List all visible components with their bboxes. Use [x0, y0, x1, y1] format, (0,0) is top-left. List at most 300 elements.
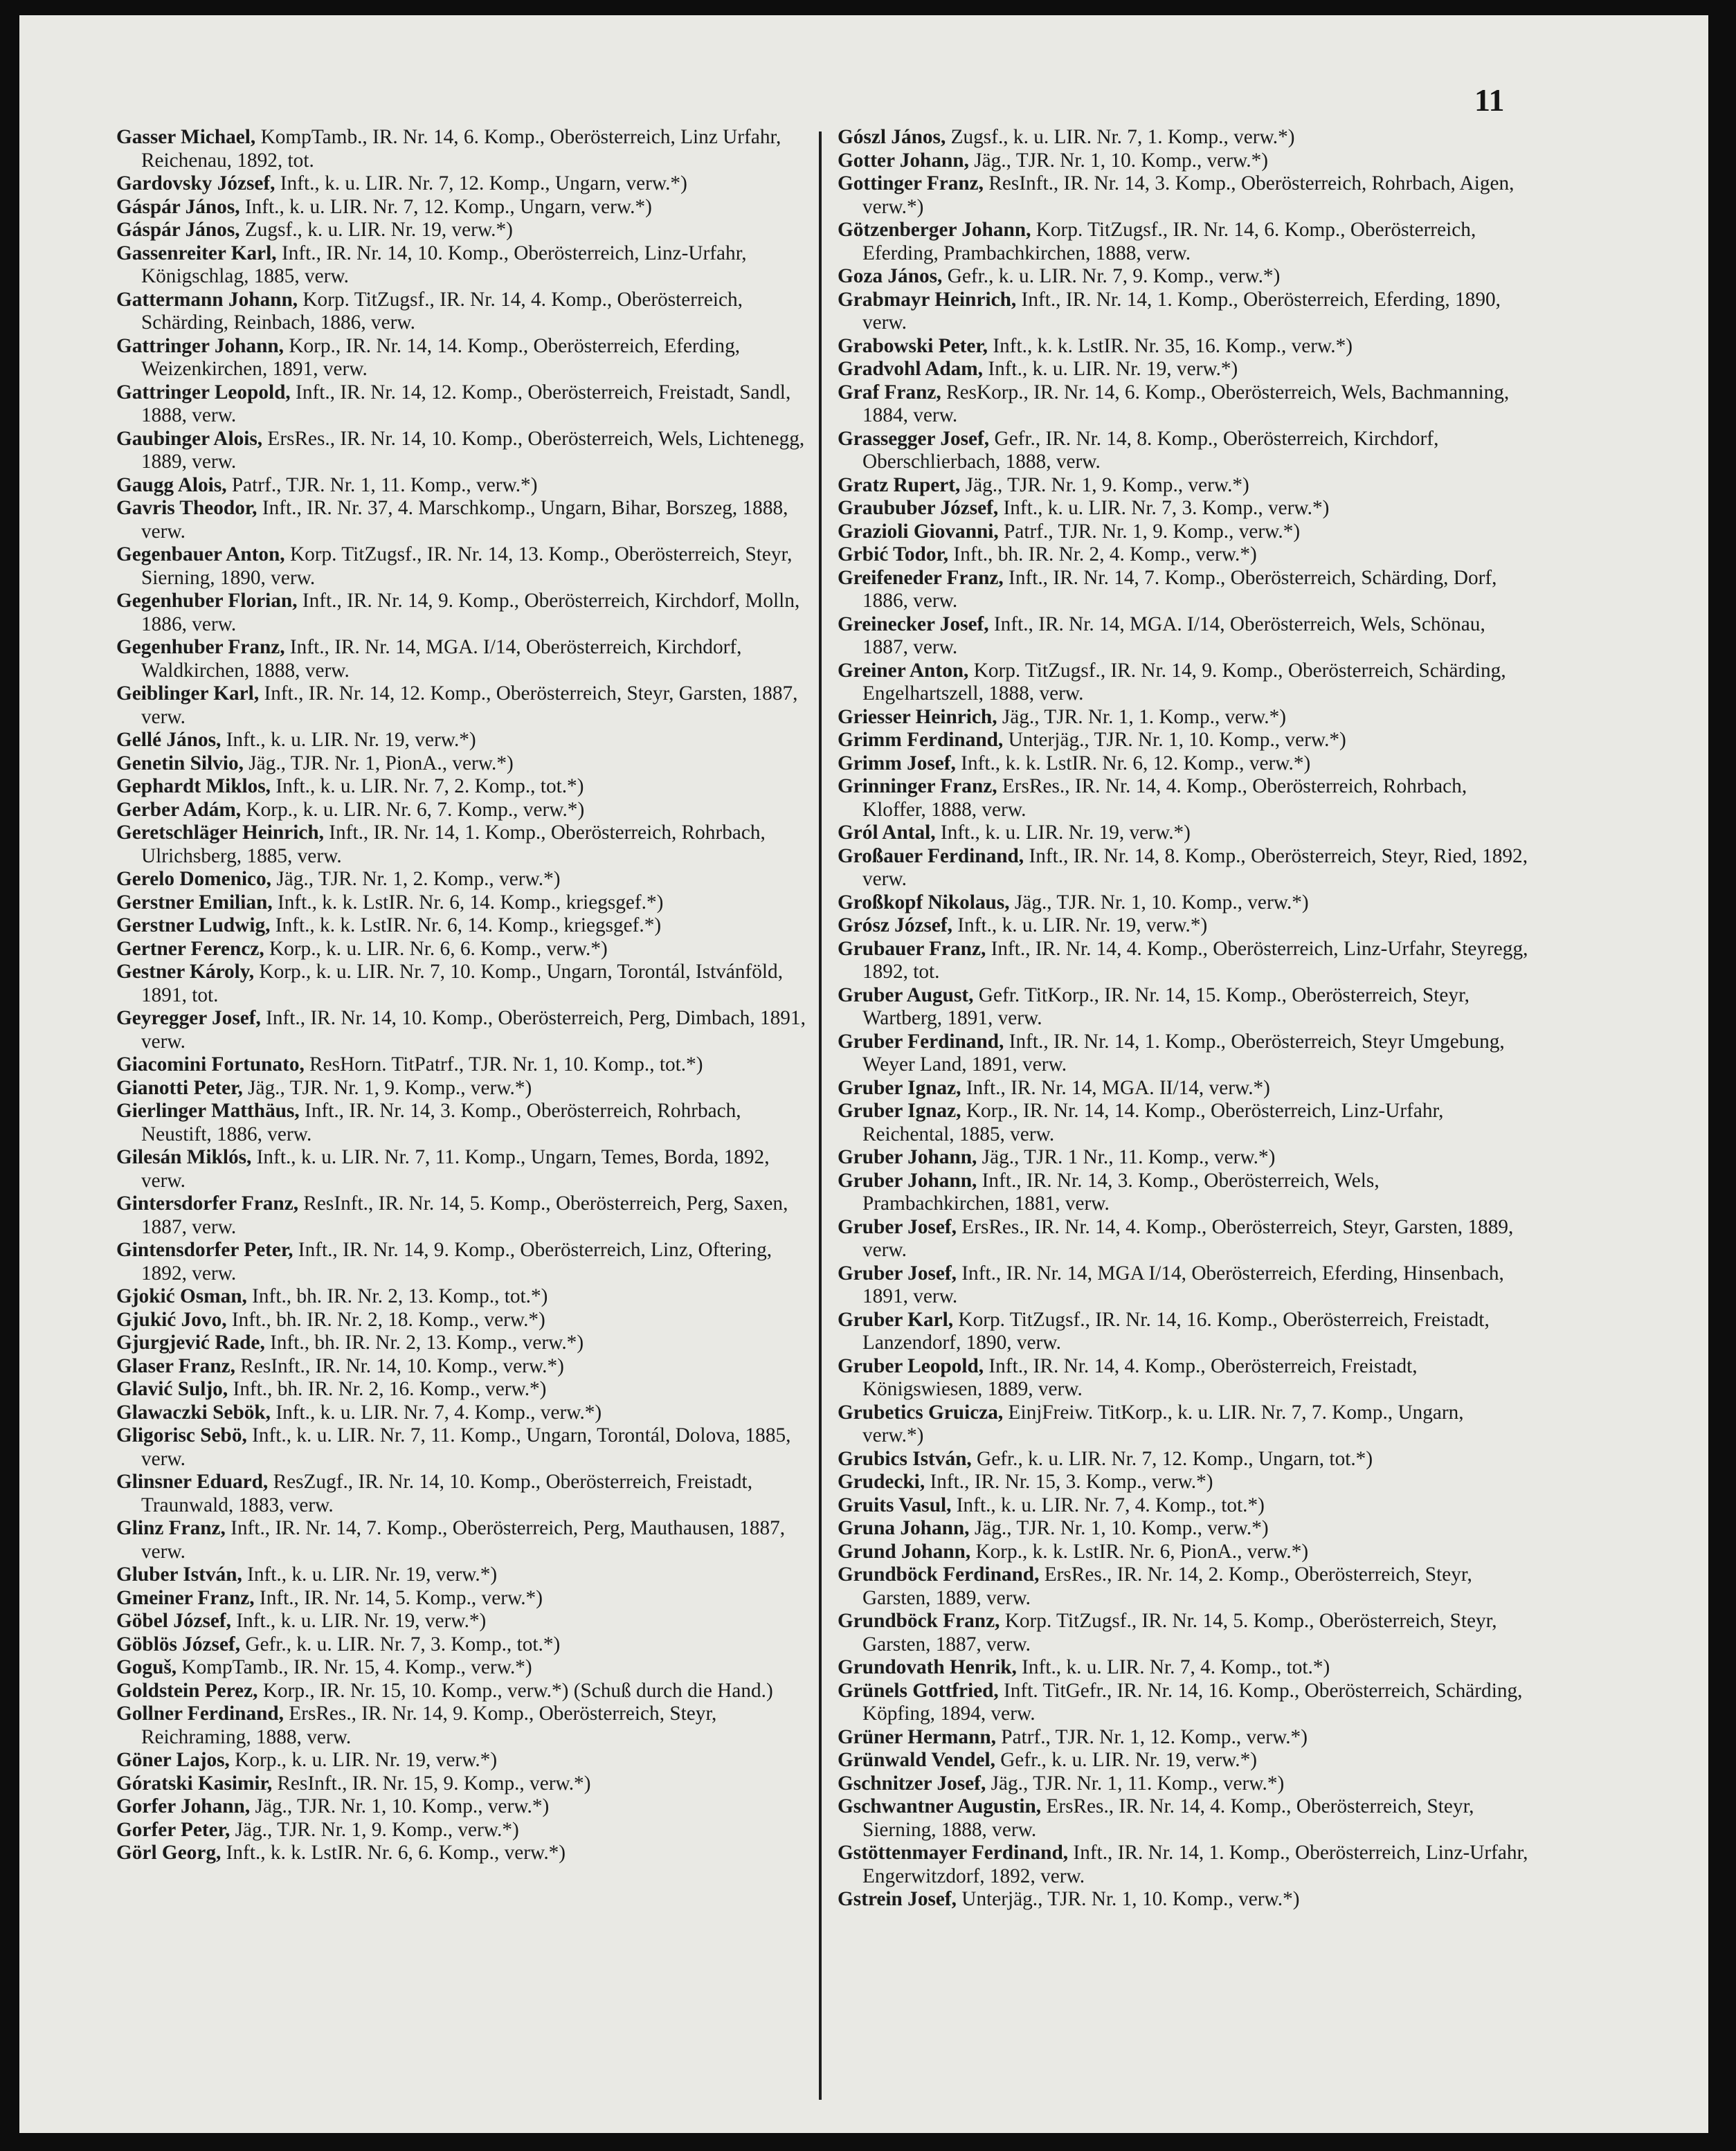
entry-details: Jäg., TJR. Nr. 1, PionA., verw.*) — [243, 752, 514, 774]
entry-name: Greiner Anton, — [838, 659, 969, 682]
list-entry — [838, 1772, 1530, 1796]
entry-details: Korp. TitZugsf., IR. Nr. 14, 13. Komp., Oberösterreich, Steyr, Sierning, 1890, verw. — [141, 543, 793, 589]
entry-name: Genetin Silvio, — [116, 752, 244, 774]
entry-details: Inft., k. u. LIR. Nr. 19, verw.*) — [230, 1610, 487, 1632]
entry-name: Grund Johann, — [838, 1540, 971, 1563]
entry-details: Patrf., TJR. Nr. 1, 12. Komp., verw.*) — [995, 1725, 1308, 1748]
list-entry — [838, 126, 1530, 149]
entry-details: Jäg., TJR. Nr. 1, 10. Komp., verw.*) — [968, 149, 1269, 172]
entry-details: Korp., k. u. LIR. Nr. 6, 7. Komp., verw.*) — [241, 798, 585, 821]
entry-name: Glinz Franz, — [116, 1517, 226, 1539]
entry-details: Inft., IR. Nr. 14, 9. Komp., Oberösterreich, Kirchdorf, Molln, 1886, verw. — [141, 590, 800, 635]
entry-name: Gianotti Peter, — [116, 1076, 243, 1099]
entry-name: Gruber Leopold, — [838, 1354, 984, 1377]
entry-name: Gerstner Ludwig, — [116, 914, 271, 936]
list-entry — [116, 242, 808, 289]
list-entry — [838, 1517, 1530, 1541]
entry-details: Jäg., TJR. 1 Nr., 11. Komp., verw.*) — [977, 1146, 1276, 1168]
list-entry — [116, 868, 808, 891]
list-entry — [838, 1262, 1530, 1309]
entry-name: Gjurgjević Rade, — [116, 1332, 265, 1354]
entry-name: Görl Georg, — [116, 1842, 221, 1864]
entry-name: Grabowski Peter, — [838, 334, 988, 357]
list-entry — [838, 1656, 1530, 1680]
entry-details: ResInft., IR. Nr. 14, 5. Komp., Oberösterreich, Perg, Saxen, 1887, verw. — [141, 1192, 788, 1238]
list-entry — [838, 1842, 1530, 1888]
list-entry — [838, 1355, 1530, 1401]
list-entry — [838, 497, 1530, 520]
entry-details: Korp. TitZugsf., IR. Nr. 14, 6. Komp., Oberösterreich, Eferding, Prambachkirchen, 1888, verw. — [862, 219, 1476, 264]
list-entry — [838, 845, 1530, 891]
list-entry — [116, 1146, 808, 1192]
list-entry — [838, 1216, 1530, 1262]
entry-details: Inft., k. u. LIR. Nr. 19, verw.*) — [935, 822, 1191, 844]
entry-name: Griesser Heinrich, — [838, 705, 997, 728]
list-entry — [116, 1378, 808, 1401]
list-entry — [116, 1587, 808, 1610]
entry-name: Grünwald Vendel, — [838, 1749, 995, 1771]
entry-details: Korp. TitZugsf., IR. Nr. 14, 5. Komp., Oberösterreich, Steyr, Garsten, 1887, verw. — [862, 1610, 1497, 1655]
entry-name: Gestner Károly, — [116, 961, 255, 983]
entry-name: Gaubinger Alois, — [116, 427, 263, 450]
entry-details: Korp., k. u. LIR. Nr. 6, 6. Komp., verw.*) — [264, 937, 608, 960]
list-entry — [116, 1795, 808, 1819]
entry-details: Inft., k. u. LIR. Nr. 7, 2. Komp., tot.*) — [271, 775, 584, 797]
entry-details: Inft., k. u. LIR. Nr. 7, 12. Komp., Ungarn, verw.*) — [275, 172, 687, 194]
entry-name: Gilesán Miklós, — [116, 1146, 252, 1168]
entry-name: Gruber Ferdinand, — [838, 1030, 1004, 1053]
entry-details: Patrf., TJR. Nr. 1, 9. Komp., verw.*) — [998, 520, 1301, 543]
list-entry — [838, 613, 1530, 660]
entry-details: KompTamb., IR. Nr. 14, 6. Komp., Oberösterreich, Linz Urfahr, Reichenau, 1892, tot. — [141, 126, 781, 172]
list-entry — [838, 1077, 1530, 1100]
list-entry — [838, 1610, 1530, 1656]
list-entry — [116, 636, 808, 682]
entry-details: Inft., k. u. LIR. Nr. 7, 4. Komp., tot.*) — [1016, 1656, 1330, 1678]
entry-details: Jäg., TJR. Nr. 1, 11. Komp., verw.*) — [986, 1772, 1285, 1795]
entry-details: Gefr., k. u. LIR. Nr. 7, 9. Komp., verw.*) — [942, 265, 1281, 287]
left-column — [116, 126, 808, 1865]
list-entry — [838, 822, 1530, 845]
list-entry — [116, 682, 808, 729]
entry-details: Inft., k. k. LstIR. Nr. 35, 16. Komp., verw.*) — [988, 334, 1353, 357]
right-column — [838, 126, 1530, 1912]
list-entry — [838, 706, 1530, 729]
entry-name: Gattringer Leopold, — [116, 381, 291, 403]
entry-details: Inft., IR. Nr. 14, 10. Komp., Oberösterreich, Linz-Urfahr, Königschlag, 1885, verw. — [141, 242, 747, 287]
entry-name: Gerstner Emilian, — [116, 891, 273, 914]
entry-details: Inft., bh. IR. Nr. 2, 4. Komp., verw.*) — [948, 543, 1257, 565]
entry-name: Glinsner Eduard, — [116, 1471, 269, 1493]
entry-name: Grósz József, — [838, 914, 952, 936]
entry-details: Inft., IR. Nr. 14, 1. Komp., Oberösterreich, Steyr Umgebung, Weyer Land, 1891, verw. — [862, 1030, 1505, 1076]
entry-details: Inft., k. k. LstIR. Nr. 6, 12. Komp., verw.*) — [955, 752, 1311, 774]
list-entry — [838, 543, 1530, 567]
list-entry — [116, 1819, 808, 1842]
entry-name: Goza János, — [838, 265, 943, 287]
entry-name: Glawaczki Sebök, — [116, 1401, 271, 1424]
entry-name: Gószl János, — [838, 126, 946, 148]
list-entry — [116, 1749, 808, 1772]
entry-details: Jäg., TJR. Nr. 1, 1. Komp., verw.*) — [997, 705, 1286, 728]
entry-name: Gruber August, — [838, 983, 974, 1006]
entry-details: Gefr., IR. Nr. 14, 8. Komp., Oberösterreich, Kirchdorf, Oberschlierbach, 1888, verw. — [862, 427, 1439, 473]
entry-details: Jäg., TJR. Nr. 1, 10. Komp., verw.*) — [969, 1517, 1269, 1539]
entry-details: Zugsf., k. u. LIR. Nr. 7, 1. Komp., verw.*) — [946, 126, 1295, 148]
entry-details: Inft., IR. Nr. 14, 3. Komp., Oberösterreich, Wels, Prambachkirchen, 1881, verw. — [862, 1169, 1380, 1215]
entry-details: Zugsf., k. u. LIR. Nr. 19, verw.*) — [239, 219, 513, 241]
entry-name: Gotter Johann, — [838, 149, 969, 172]
entry-details: Korp., k. k. LstIR. Nr. 6, PionA., verw.*) — [970, 1540, 1309, 1563]
list-entry — [116, 775, 808, 799]
entry-name: Gorfer Peter, — [116, 1818, 230, 1841]
entry-details: Inft., k. k. LstIR. Nr. 6, 14. Komp., kriegsgef.*) — [270, 914, 662, 936]
entry-name: Gruits Vasul, — [838, 1494, 952, 1516]
list-entry — [116, 752, 808, 776]
entry-name: Gattringer Johann, — [116, 334, 284, 357]
list-entry — [838, 775, 1530, 822]
entry-details: Korp., k. u. LIR. Nr. 19, verw.*) — [229, 1749, 498, 1771]
list-entry — [116, 1285, 808, 1309]
entry-details: Inft., k. u. LIR. Nr. 7, 3. Komp., verw.*) — [998, 497, 1330, 519]
entry-name: Gegenhuber Franz, — [116, 636, 285, 658]
entry-details: Korp., IR. Nr. 14, 14. Komp., Oberösterreich, Linz-Urfahr, Reichental, 1885, verw. — [862, 1100, 1444, 1145]
list-entry — [116, 1401, 808, 1425]
entry-name: Gruber Josef, — [838, 1262, 957, 1285]
entry-name: Gstöttenmayer Ferdinand, — [838, 1842, 1069, 1864]
entry-details: EinjFreiw. TitKorp., k. u. LIR. Nr. 7, 7. Komp., Ungarn, verw.*) — [862, 1401, 1464, 1446]
list-entry — [116, 1309, 808, 1332]
entry-name: Göblös József, — [116, 1633, 241, 1655]
entry-details: Inft., k. u. LIR. Nr. 7, 4. Komp., verw.*) — [271, 1401, 602, 1424]
entry-name: Gjokić Osman, — [116, 1285, 247, 1307]
entry-name: Gruber Karl, — [838, 1308, 954, 1331]
entry-name: Großkopf Nikolaus, — [838, 891, 1010, 914]
entry-details: ResInft., IR. Nr. 14, 10. Komp., verw.*) — [235, 1354, 564, 1377]
entry-details: Jäg., TJR. Nr. 1, 9. Komp., verw.*) — [960, 473, 1249, 496]
list-entry — [838, 938, 1530, 984]
list-entry — [116, 1053, 808, 1077]
entry-details: Inft., k. u. LIR. Nr. 7, 11. Komp., Ungarn, Torontál, Dolova, 1885, verw. — [141, 1424, 791, 1470]
list-entry — [838, 1888, 1530, 1912]
entry-details: Korp., IR. Nr. 15, 10. Komp., verw.*) (Schuß durch die Hand.) — [257, 1679, 773, 1702]
entry-details: Inft., k. u. LIR. Nr. 19, verw.*) — [952, 914, 1208, 936]
list-entry — [116, 1680, 808, 1703]
entry-name: Gephardt Miklos, — [116, 775, 271, 797]
entry-details: ErsRes., IR. Nr. 14, 9. Komp., Oberösterreich, Steyr, Reichraming, 1888, verw. — [141, 1703, 717, 1748]
entry-details: Korp., IR. Nr. 14, 14. Komp., Oberösterreich, Eferding, Weizenkirchen, 1891, verw. — [141, 334, 741, 380]
entry-details: ErsRes., IR. Nr. 14, 2. Komp., Oberösterreich, Steyr, Garsten, 1889, verw. — [862, 1563, 1472, 1609]
entry-name: Gjukić Jovo, — [116, 1308, 227, 1331]
entry-name: Grimm Josef, — [838, 752, 956, 774]
entry-name: Gschwantner Augustin, — [838, 1795, 1042, 1817]
entry-name: Greinecker Josef, — [838, 612, 989, 635]
entry-name: Gierlinger Matthäus, — [116, 1100, 300, 1122]
list-entry — [838, 567, 1530, 613]
list-entry — [116, 1842, 808, 1865]
page-number: 11 — [1474, 82, 1505, 118]
list-entry — [838, 752, 1530, 776]
entry-details: ResInft., IR. Nr. 15, 9. Komp., verw.*) — [272, 1772, 591, 1795]
list-entry — [116, 914, 808, 938]
list-entry — [116, 822, 808, 868]
list-entry — [838, 428, 1530, 474]
list-entry — [116, 1100, 808, 1146]
entry-details: Unterjäg., TJR. Nr. 1, 10. Komp., verw.*) — [956, 1888, 1300, 1910]
entry-name: Grabmayr Heinrich, — [838, 288, 1017, 311]
entry-details: ErsRes., IR. Nr. 14, 4. Komp., Oberösterreich, Rohrbach, Kloffer, 1888, verw. — [862, 775, 1467, 821]
list-entry — [116, 219, 808, 242]
list-entry — [116, 126, 808, 172]
entry-name: Grassegger Josef, — [838, 427, 990, 450]
entry-details: Inft., IR. Nr. 14, 3. Komp., Oberösterreich, Rohrbach, Neustift, 1886, verw. — [141, 1100, 741, 1145]
entry-name: Grubauer Franz, — [838, 937, 986, 960]
list-entry — [116, 1192, 808, 1239]
entry-details: Inft., IR. Nr. 14, MGA. II/14, verw.*) — [961, 1076, 1270, 1099]
entry-details: Inft., k. k. LstIR. Nr. 6, 6. Komp., verw.*) — [221, 1842, 566, 1864]
entry-details: Inft., IR. Nr. 14, 1. Komp., Oberösterreich, Rohrbach, Ulrichsberg, 1885, verw. — [141, 822, 766, 867]
entry-name: Glaser Franz, — [116, 1354, 235, 1377]
list-entry — [116, 1007, 808, 1053]
entry-details: Inft., k. u. LIR. Nr. 19, verw.*) — [242, 1563, 498, 1586]
entry-details: Gefr., k. u. LIR. Nr. 7, 12. Komp., Ungarn, tot.*) — [971, 1447, 1373, 1470]
list-entry — [838, 1563, 1530, 1610]
list-entry — [838, 1170, 1530, 1216]
entry-name: Gottinger Franz, — [838, 172, 984, 194]
entry-details: Jäg., TJR. Nr. 1, 2. Komp., verw.*) — [271, 868, 561, 890]
entry-name: Gruber Johann, — [838, 1146, 977, 1168]
list-entry — [838, 1309, 1530, 1355]
list-entry — [838, 381, 1530, 428]
list-entry — [838, 265, 1530, 289]
entry-details: Inft., IR. Nr. 14, 1. Komp., Oberösterreich, Eferding, 1890, verw. — [862, 288, 1501, 334]
entry-name: Gerber Adám, — [116, 798, 242, 821]
list-entry — [116, 335, 808, 381]
entry-details: Inft., IR. Nr. 14, 12. Komp., Oberösterreich, Steyr, Garsten, 1887, verw. — [141, 682, 798, 728]
entry-details: Inft. TitGefr., IR. Nr. 14, 16. Komp., Oberösterreich, Schärding, Köpfing, 1894, verw. — [862, 1679, 1523, 1725]
list-entry — [116, 1355, 808, 1379]
entry-details: Korp. TitZugsf., IR. Nr. 14, 4. Komp., Oberösterreich, Schärding, Reinbach, 1886, verw. — [141, 288, 743, 334]
list-entry — [838, 1494, 1530, 1518]
list-entry — [116, 1471, 808, 1517]
entry-details: Inft., k. u. LIR. Nr. 19, verw.*) — [983, 358, 1238, 380]
entry-details: Jäg., TJR. Nr. 1, 9. Komp., verw.*) — [230, 1818, 519, 1841]
entry-name: Góratski Kasimir, — [116, 1772, 273, 1795]
entry-name: Göner Lajos, — [116, 1749, 230, 1771]
list-entry — [838, 289, 1530, 335]
entry-details: Inft., IR. Nr. 14, MGA. I/14, Oberösterreich, Wels, Schönau, 1887, verw. — [862, 612, 1485, 658]
entry-details: Inft., IR. Nr. 14, 7. Komp., Oberösterreich, Perg, Mauthausen, 1887, verw. — [141, 1517, 786, 1563]
entry-name: Gerelo Domenico, — [116, 868, 272, 890]
list-entry — [838, 520, 1530, 544]
list-entry — [838, 1471, 1530, 1494]
entry-details: Inft., k. u. LIR. Nr. 7, 11. Komp., Ungarn, Temes, Borda, 1892, verw. — [141, 1146, 770, 1192]
list-entry — [116, 474, 808, 498]
scanned-page — [19, 15, 1708, 2133]
list-entry — [116, 1239, 808, 1285]
entry-details: Inft., IR. Nr. 14, 10. Komp., Oberösterreich, Perg, Dimbach, 1891, verw. — [141, 1007, 806, 1053]
entry-name: Gáspár János, — [116, 219, 240, 241]
list-entry — [838, 474, 1530, 498]
entry-name: Gstrein Josef, — [838, 1888, 957, 1910]
entry-details: Inft., k. k. LstIR. Nr. 6, 14. Komp., kriegsgef.*) — [272, 891, 664, 914]
entry-details: Inft., IR. Nr. 14, 5. Komp., verw.*) — [254, 1586, 543, 1609]
entry-name: Gassenreiter Karl, — [116, 242, 277, 264]
entry-name: Grudecki, — [838, 1471, 925, 1493]
entry-name: Grundböck Franz, — [838, 1610, 1000, 1632]
list-entry — [838, 1541, 1530, 1564]
entry-name: Gasser Michael, — [116, 126, 256, 148]
list-entry — [838, 660, 1530, 706]
entry-name: Gruber Ignaz, — [838, 1100, 961, 1122]
list-entry — [838, 1726, 1530, 1750]
list-entry — [116, 961, 808, 1007]
entry-name: Gratz Rupert, — [838, 473, 961, 496]
entry-details: Inft., IR. Nr. 14, 7. Komp., Oberösterreich, Schärding, Dorf, 1886, verw. — [862, 566, 1497, 612]
entry-name: Graububer József, — [838, 497, 999, 519]
entry-details: Inft., IR. Nr. 14, 4. Komp., Oberösterreich, Linz-Urfahr, Steyregg, 1892, tot. — [862, 937, 1528, 983]
entry-name: Gardovsky József, — [116, 172, 275, 194]
list-entry — [838, 891, 1530, 915]
entry-name: Gruna Johann, — [838, 1517, 970, 1539]
entry-name: Gollner Ferdinand, — [116, 1703, 284, 1725]
list-entry — [838, 219, 1530, 265]
list-entry — [838, 1031, 1530, 1077]
list-entry — [116, 1563, 808, 1587]
entry-name: Greifeneder Franz, — [838, 566, 1004, 589]
entry-name: Gruber Johann, — [838, 1169, 977, 1192]
entry-details: KompTamb., IR. Nr. 15, 4. Komp., verw.*) — [177, 1656, 532, 1678]
entry-details: Inft., IR. Nr. 14, 12. Komp., Oberösterreich, Freistadt, Sandl, 1888, verw. — [141, 381, 791, 426]
list-entry — [116, 497, 808, 543]
list-entry — [838, 1146, 1530, 1170]
list-entry — [116, 1610, 808, 1633]
entry-details: Inft., IR. Nr. 14, MGA I/14, Oberösterreich, Eferding, Hinsenbach, 1891, verw. — [862, 1262, 1504, 1307]
entry-details: Inft., bh. IR. Nr. 2, 18. Komp., verw.*) — [226, 1308, 545, 1331]
entry-details: Inft., IR. Nr. 14, 4. Komp., Oberösterreich, Freistadt, Königswiesen, 1889, verw. — [862, 1354, 1418, 1400]
entry-details: Jäg., TJR. Nr. 1, 9. Komp., verw.*) — [242, 1076, 532, 1099]
entry-name: Grundböck Ferdinand, — [838, 1563, 1040, 1586]
entry-details: ResHorn. TitPatrf., TJR. Nr. 1, 10. Komp., tot.*) — [304, 1053, 703, 1076]
list-entry — [838, 1448, 1530, 1471]
entry-name: Gavris Theodor, — [116, 497, 257, 519]
list-entry — [116, 172, 808, 196]
list-entry — [838, 729, 1530, 752]
entry-name: Grazioli Giovanni, — [838, 520, 999, 543]
entry-details: Inft., IR. Nr. 14, 8. Komp., Oberösterreich, Steyr, Ried, 1892, verw. — [862, 844, 1528, 890]
entry-details: Inft., bh. IR. Nr. 2, 13. Komp., verw.*) — [264, 1332, 584, 1354]
entry-name: Grinninger Franz, — [838, 775, 997, 797]
list-entry — [116, 381, 808, 428]
entry-details: Inft., IR. Nr. 37, 4. Marschkomp., Ungarn, Bihar, Borszeg, 1888, verw. — [141, 497, 788, 543]
list-entry — [116, 891, 808, 915]
entry-name: Gruber Ignaz, — [838, 1076, 961, 1099]
list-entry — [116, 1517, 808, 1563]
entry-details: Jäg., TJR. Nr. 1, 10. Komp., verw.*) — [250, 1795, 550, 1817]
entry-details: Inft., IR. Nr. 15, 3. Komp., verw.*) — [925, 1471, 1213, 1493]
list-entry — [116, 799, 808, 822]
entry-details: ErsRes., IR. Nr. 14, 4. Komp., Oberösterreich, Steyr, Sierning, 1888, verw. — [862, 1795, 1474, 1841]
entry-name: Grubics István, — [838, 1447, 972, 1470]
entry-name: Gáspár János, — [116, 195, 240, 218]
list-entry — [116, 196, 808, 219]
entry-name: Goldstein Perez, — [116, 1679, 258, 1702]
entry-details: ResZugf., IR. Nr. 14, 10. Komp., Oberösterreich, Freistadt, Traunwald, 1883, verw. — [141, 1471, 753, 1516]
entry-details: Gefr., k. u. LIR. Nr. 7, 3. Komp., tot.*) — [240, 1633, 561, 1655]
entry-name: Grbić Todor, — [838, 543, 949, 565]
entry-name: Gorfer Johann, — [116, 1795, 251, 1817]
entry-details: Inft., IR. Nr. 14, 9. Komp., Oberösterreich, Linz, Oftering, 1892, verw. — [141, 1239, 772, 1285]
list-entry — [838, 984, 1530, 1031]
entry-details: Korp. TitZugsf., IR. Nr. 14, 9. Komp., Oberösterreich, Schärding, Engelhartszell, 1888, verw. — [862, 659, 1506, 705]
entry-name: Giacomini Fortunato, — [116, 1053, 305, 1076]
entry-name: Grundovath Henrik, — [838, 1656, 1017, 1678]
list-entry — [838, 1680, 1530, 1726]
entry-name: Gellé János, — [116, 729, 221, 751]
entry-name: Gaugg Alois, — [116, 473, 227, 496]
entry-name: Gluber István, — [116, 1563, 242, 1586]
entry-name: Geyregger Josef, — [116, 1007, 261, 1029]
entry-name: Glavić Suljo, — [116, 1378, 228, 1400]
entry-details: Gefr., k. u. LIR. Nr. 19, verw.*) — [995, 1749, 1258, 1771]
list-entry — [838, 914, 1530, 938]
entry-name: Gschnitzer Josef, — [838, 1772, 986, 1795]
entry-name: Gegenhuber Florian, — [116, 590, 298, 612]
entry-name: Götzenberger Johann, — [838, 219, 1031, 241]
entry-name: Goguš, — [116, 1656, 177, 1678]
entry-name: Grimm Ferdinand, — [838, 729, 1004, 751]
list-entry — [838, 1100, 1530, 1146]
entry-name: Grünels Gottfried, — [838, 1679, 999, 1702]
entry-details: ResKorp., IR. Nr. 14, 6. Komp., Oberösterreich, Wels, Bachmanning, 1884, verw. — [862, 381, 1510, 426]
entry-details: Inft., IR. Nr. 14, MGA. I/14, Oberösterreich, Kirchdorf, Waldkirchen, 1888, verw. — [141, 636, 742, 682]
entry-details: Korp., k. u. LIR. Nr. 7, 10. Komp., Ungarn, Torontál, Istvánföld, 1891, tot. — [141, 961, 784, 1006]
column-divider — [819, 131, 822, 2100]
entry-name: Gmeiner Franz, — [116, 1586, 255, 1609]
entry-details: Inft., k. u. LIR. Nr. 7, 12. Komp., Ungarn, verw.*) — [239, 195, 652, 218]
list-entry — [116, 590, 808, 636]
entry-name: Gról Antal, — [838, 822, 936, 844]
list-entry — [116, 938, 808, 961]
entry-details: ErsRes., IR. Nr. 14, 4. Komp., Oberösterreich, Steyr, Garsten, 1889, verw. — [862, 1215, 1514, 1261]
entry-details: Gefr. TitKorp., IR. Nr. 14, 15. Komp., Oberösterreich, Steyr, Wartberg, 1891, verw. — [862, 983, 1470, 1029]
list-entry — [116, 1772, 808, 1796]
list-entry — [838, 149, 1530, 173]
list-entry — [116, 289, 808, 335]
list-entry — [116, 1424, 808, 1471]
entry-name: Gegenbauer Anton, — [116, 543, 285, 565]
list-entry — [116, 1656, 808, 1680]
list-entry — [838, 1401, 1530, 1448]
list-entry — [116, 1077, 808, 1100]
entry-name: Göbel József, — [116, 1610, 231, 1632]
list-entry — [838, 1795, 1530, 1842]
entry-name: Gertner Ferencz, — [116, 937, 264, 960]
list-entry — [116, 428, 808, 474]
entry-name: Gintensdorfer Peter, — [116, 1239, 293, 1261]
entry-name: Geiblinger Karl, — [116, 682, 260, 705]
entry-details: Patrf., TJR. Nr. 1, 11. Komp., verw.*) — [226, 473, 538, 496]
entry-name: Gligorisc Sebö, — [116, 1424, 247, 1446]
entry-details: ErsRes., IR. Nr. 14, 10. Komp., Oberösterreich, Wels, Lichtenegg, 1889, verw. — [141, 427, 805, 473]
list-entry — [116, 1332, 808, 1355]
entry-details: Inft., bh. IR. Nr. 2, 13. Komp., tot.*) — [246, 1285, 548, 1307]
entry-details: Inft., bh. IR. Nr. 2, 16. Komp., verw.*) — [228, 1378, 547, 1400]
entry-name: Grubetics Gruicza, — [838, 1401, 1004, 1424]
entry-name: Gintersdorfer Franz, — [116, 1192, 299, 1215]
list-entry — [838, 1749, 1530, 1772]
entry-name: Gattermann Johann, — [116, 288, 298, 311]
